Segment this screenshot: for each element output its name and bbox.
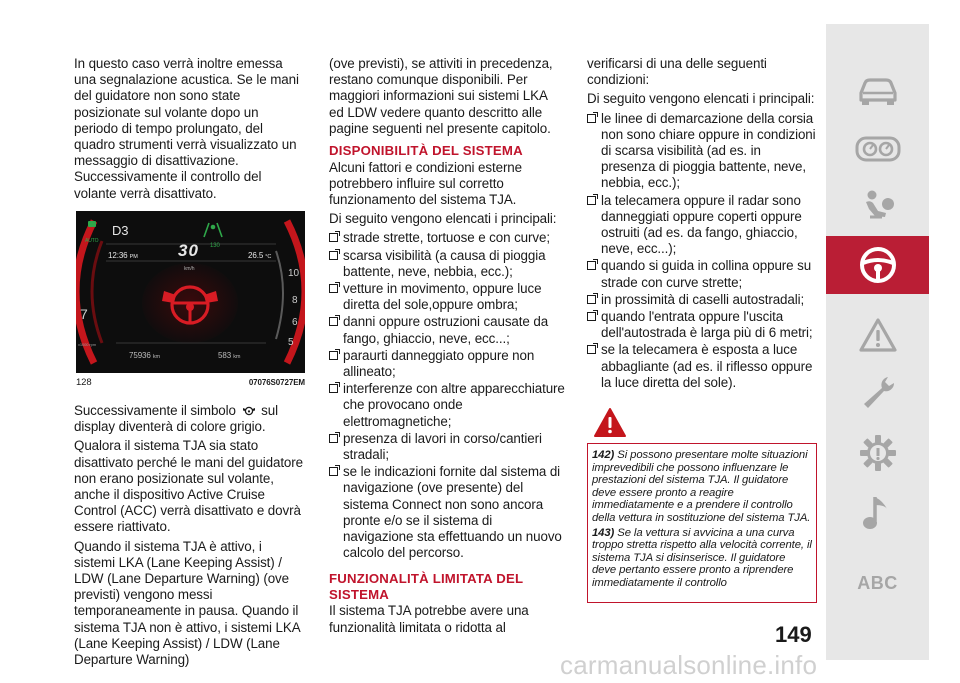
text-column-2 (329, 56, 565, 639)
chapter-sidebar (826, 24, 929, 660)
paragraph: verificarsi di una delle seguenti condizioni: (587, 56, 767, 88)
figure-code: 07076S0727EM (248, 377, 305, 387)
bullet-icon (329, 351, 338, 360)
tab-driving[interactable] (826, 236, 929, 294)
list-item: scarsa visibilità (a causa di pioggia battente, neve, nebbia, ecc.); (329, 248, 565, 280)
tab-maintenance[interactable] (826, 364, 929, 422)
list-item: interferenze con altre apparecchiature che provocano onde elettromagnetiche; (329, 381, 565, 430)
speed-limit: 130 (210, 242, 220, 249)
index-label: ABC (857, 572, 898, 593)
warning-triangle-icon (858, 317, 898, 353)
list-item: quando l'entrata oppure l'uscita dell'autostrada è larga più di 6 metri; (587, 309, 817, 341)
paragraph: Successivamente il simbolo sul display diventerà di colore grigio. (74, 403, 278, 435)
paragraph: In questo caso verrà inoltre emessa una segnalazione acustica. Se le mani del guidatore non sono state posizionate sul volante dopo un periodo di tempo prolungato, del quadro strumenti verrà visualizzato un messaggio di disattivazione. Successivamente il controllo del volante verrà disattivato. (74, 56, 299, 201)
section-heading: FUNZIONALITÀ LIMITATA DEL SISTEMA (329, 571, 523, 602)
list-item: se la telecamera è esposta a luce abbagliante (ad es. il riflesso oppure la luce diretta del sole). (587, 342, 817, 391)
bullet-list (329, 230, 565, 561)
paragraph: Di seguito vengono elencati i principali: (587, 91, 815, 107)
dashboard-figure (76, 211, 305, 373)
warning-triangle-icon (593, 407, 627, 439)
tach-tick: 10 (288, 267, 299, 279)
list-item: le linee di demarcazione della corsia non sono chiare oppure in condizioni di scarsa visibilità (ad es. in presenza di pioggia battente, neve, nebbia, ecc.); (587, 111, 817, 192)
list-item: paraurti danneggiato oppure non allineato; (329, 348, 565, 380)
bullet-icon (329, 434, 338, 443)
tab-index[interactable] (826, 554, 929, 612)
bullet-icon (587, 196, 596, 205)
list-item: se le indicazioni fornite dal sistema di navigazione (ove presente) del sistema Connect non sono ancora pronte e/o se il sistema di navigazione sta effettuando un nuovo calcolo del percorso. (329, 464, 565, 561)
bullet-icon (329, 251, 338, 260)
tab-multimedia[interactable] (826, 484, 929, 542)
fuel-range: 583 km (218, 350, 241, 360)
bullet-icon (587, 295, 596, 304)
airbag-person-icon (858, 187, 898, 227)
music-note-icon (861, 493, 895, 533)
bullet-icon (329, 284, 338, 293)
outside-temperature: 26.5 °C (248, 250, 272, 260)
bullet-icon (587, 312, 596, 321)
tab-warnings[interactable] (826, 306, 929, 364)
figure-caption (76, 375, 305, 391)
bullet-icon (329, 467, 338, 476)
list-item: in prossimità di caselli autostradali; (587, 292, 817, 308)
wrench-icon (858, 373, 898, 413)
list-item: presenza di lavori in corso/cantieri stradali; (329, 431, 565, 463)
bullet-icon (329, 233, 338, 242)
bullet-icon (587, 261, 596, 270)
text-column-3 (587, 56, 817, 603)
tab-instruments[interactable] (826, 120, 929, 178)
paragraph: Alcuni fattori e condizioni esterne potrebbero influire sul corretto funzionamento del sistema TJA. (329, 159, 523, 207)
tach-tick: 8 (292, 294, 298, 306)
list-item: vetture in movimento, oppure luce diretta del sole,oppure ombra; (329, 281, 565, 313)
bullet-icon (329, 317, 338, 326)
warning-item: 142) Si possono presentare molte situazioni imprevedibili che possono influenzare le prestazioni del sistema TJA. Il guidatore deve essere pronto a reagire immediatamente e a prendere il controllo della vettura in sostituzione del sistema TJA. (592, 449, 811, 525)
bullet-icon (587, 114, 596, 123)
watermark: carmanualsonline.info (560, 650, 818, 680)
paragraph: Il sistema TJA potrebbe avere una funzionalità limitata o ridotta al (329, 603, 529, 635)
speed-unit: km/h (184, 265, 195, 272)
paragraph: (ove previsti), se attiviti in precedenza, restano comunque disponibili. Per maggiori informazioni sui sistemi LKA ed LDW vedere quanto descritto alle pagine seguenti nel presente capitolo. (329, 56, 553, 136)
list-item: danni oppure ostruzioni causate da fango, ghiaccio, neve, ecc...; (329, 314, 565, 346)
steering-wheel-icon (858, 245, 898, 285)
bullet-icon (329, 384, 338, 393)
gear-indicator: D3 (112, 222, 129, 238)
speed-value: 30 (178, 240, 199, 260)
steering-hands-icon (243, 406, 255, 416)
warning-item: 143) Se la vettura si avvicina a una curva troppo stretta rispetto alla velocità corrente, il sistema TJA si disinserisce. Il guidatore deve pertanto essere pronto a riprendere immediatamente il controllo (592, 526, 812, 589)
figure-number: 128 (76, 376, 92, 388)
bullet-icon (587, 345, 596, 354)
list-item: quando si guida in collina oppure su strade con curve strette; (587, 258, 817, 290)
text-column-1 (74, 56, 306, 671)
warning-title: ATTENZIONE (665, 419, 743, 434)
tach-left-number: 7 (80, 305, 88, 322)
tab-car[interactable] (826, 62, 929, 120)
list-item: la telecamera oppure il radar sono danneggiati oppure coperti oppure ostruiti (ad es. da fango, ghiaccio, neve, ecc...); (587, 193, 817, 258)
car-icon (857, 76, 899, 106)
tab-safety[interactable] (826, 178, 929, 236)
gauges-icon (855, 135, 901, 163)
settings-gear-icon (858, 433, 898, 473)
page-number: 149 (775, 622, 812, 647)
acc-label: AUTO (85, 237, 99, 244)
tach-tick: 6 (292, 316, 298, 328)
dashboard-illustration (76, 211, 305, 373)
warning-box (587, 443, 817, 603)
warning-header (587, 405, 817, 443)
paragraph: Di seguito vengono elencati i principali: (329, 211, 557, 227)
tab-technical-data[interactable] (826, 424, 929, 482)
clock-time: 12:36 PM (108, 250, 138, 260)
odometer: 75936 km (129, 350, 161, 360)
list-item: strade strette, tortuose e con curve; (329, 230, 565, 246)
paragraph: Qualora il sistema TJA sia stato disattivato perché le mani del guidatore non erano posizionate sul volante, anche il dispositivo Active Cruise Control (ACC) verrà disattivato e dovrà essere riattivato. (74, 438, 303, 535)
tach-tick: 5 (288, 336, 294, 348)
bullet-list (587, 111, 817, 391)
paragraph: Quando il sistema TJA è attivo, i sistemi LKA (Lane Keeping Assist) / LDW (Lane Departure Warning) (ove previsti) vengono messi temporaneamente in pausa. Quando il sistema TJA non è attivo, i sistemi LKA (Lane Keeping Assist) / LDW (Lane Departure Warning) (74, 538, 300, 668)
rpm-label: x1000 rpm (78, 341, 96, 347)
section-heading: DISPONIBILITÀ DEL SISTEMA (329, 143, 523, 159)
